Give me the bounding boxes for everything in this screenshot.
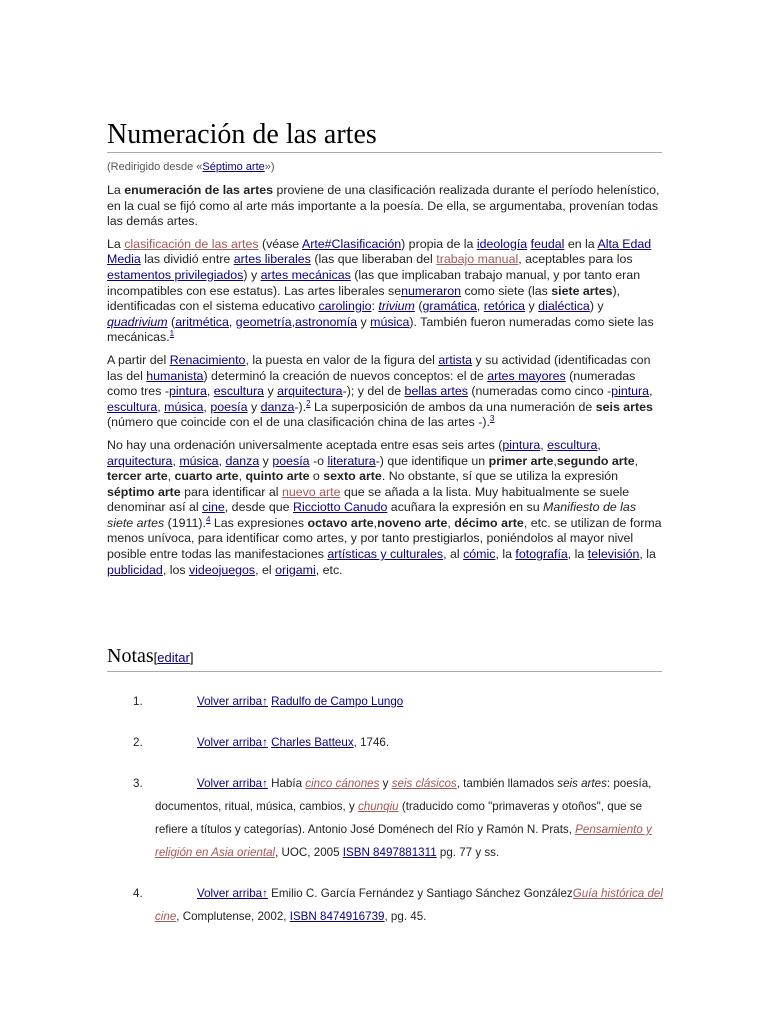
back-link[interactable]: Volver arriba↑ xyxy=(197,695,268,708)
link-humanista[interactable]: humanista xyxy=(146,368,204,383)
link-alta-edad-media[interactable]: Alta Edad Media xyxy=(107,236,652,267)
edit-section: [editar] xyxy=(153,650,194,665)
bold-term: tercer arte xyxy=(107,469,168,484)
bold-term: siete artes xyxy=(551,283,613,298)
link-pintura[interactable]: pintura xyxy=(611,384,650,399)
note-item xyxy=(107,690,667,713)
notas-heading xyxy=(107,645,662,672)
link-artes-mecanicas[interactable]: artes mecánicas xyxy=(260,267,351,282)
link-artes-liberales[interactable]: artes liberales xyxy=(233,252,311,267)
link-cinco-canones[interactable]: cinco cánones xyxy=(305,777,380,790)
link-origami[interactable]: origami xyxy=(275,562,316,577)
link-seis-clasicos[interactable]: seis clásicos xyxy=(391,777,457,790)
link-artes-mayores[interactable]: artes mayores xyxy=(487,368,566,383)
link-danza[interactable]: danza xyxy=(225,453,260,468)
link-pensamiento-religion[interactable]: Pensamiento y religión en Asia oriental xyxy=(155,823,652,859)
link-aritmetica[interactable]: aritmética xyxy=(175,314,229,329)
back-link[interactable]: Volver arriba↑ xyxy=(197,777,268,790)
link-arquitectura[interactable]: arquitectura xyxy=(107,453,173,468)
link-charles-batteux[interactable]: Charles Batteux xyxy=(271,736,354,749)
bold-term: segundo arte xyxy=(556,453,635,468)
bold-term: sexto arte xyxy=(323,469,382,484)
bold-term: noveno arte xyxy=(377,515,448,530)
link-renacimiento[interactable]: Renacimiento xyxy=(169,352,246,367)
link-escultura[interactable]: escultura xyxy=(107,399,158,414)
link-cine[interactable]: cine xyxy=(202,500,225,515)
edit-link[interactable]: editar xyxy=(157,650,190,665)
bold-term: enumeración de las artes xyxy=(124,183,273,197)
bold-term: cuarto arte xyxy=(174,469,239,484)
link-pintura[interactable]: pintura xyxy=(502,437,541,452)
link-poesia[interactable]: poesía xyxy=(210,399,248,414)
link-videojuegos[interactable]: videojuegos xyxy=(188,562,256,577)
link-escultura[interactable]: escultura xyxy=(547,437,598,452)
link-estamentos-privilegiados[interactable]: estamentos privilegiados xyxy=(107,267,244,282)
link-astronomia[interactable]: astronomía xyxy=(295,314,358,329)
link-arte-clasificacion[interactable]: Arte#Clasificación xyxy=(301,236,402,251)
notes-list xyxy=(107,690,667,946)
redirect-note xyxy=(107,161,275,173)
link-pintura[interactable]: pintura xyxy=(168,384,207,399)
page-title: Numeración de las artes xyxy=(107,118,662,153)
link-carolingio[interactable]: carolingio xyxy=(318,299,372,314)
bold-term: quinto arte xyxy=(245,469,310,484)
link-musica[interactable]: música xyxy=(370,314,410,329)
bold-term: séptimo arte xyxy=(107,484,181,499)
redirect-suffix: ») xyxy=(264,161,275,173)
link-television[interactable]: televisión xyxy=(587,547,640,562)
footnote-ref-3[interactable]: 3 xyxy=(489,414,495,424)
link-dialectica[interactable]: dialéctica xyxy=(538,299,590,314)
link-clasificacion-artes[interactable]: clasificación de las artes xyxy=(124,236,259,251)
bold-term: primer arte xyxy=(488,453,554,468)
article-body xyxy=(107,183,662,585)
note-number: 2. xyxy=(133,736,143,749)
link-radulfo[interactable]: Radulfo de Campo Lungo xyxy=(271,695,404,708)
note-item xyxy=(107,882,667,928)
redirect-link[interactable]: Séptimo arte xyxy=(202,161,265,173)
link-escultura[interactable]: escultura xyxy=(213,384,265,399)
note-number: 1. xyxy=(133,695,143,708)
link-ricciotto-canudo[interactable]: Ricciotto Canudo xyxy=(293,500,388,515)
link-chunqiu[interactable]: chunqiu xyxy=(357,800,399,813)
note-text xyxy=(107,690,667,713)
back-link[interactable]: Volver arriba↑ xyxy=(197,736,268,749)
link-numeraron[interactable]: numeraron xyxy=(401,283,462,298)
link-musica[interactable]: música xyxy=(164,399,204,414)
back-link[interactable]: Volver arriba↑ xyxy=(197,887,268,900)
link-artisticas-culturales[interactable]: artísticas y culturales xyxy=(327,547,444,562)
note-item xyxy=(107,731,667,754)
bold-term: décimo arte xyxy=(454,515,524,530)
link-fotografia[interactable]: fotografía xyxy=(515,547,568,562)
link-artista[interactable]: artista xyxy=(438,352,473,367)
paragraph-2: La clasificación de las artes (véase Arte#Clasificación) propia de la ideología feudal en la Alta Edad Media las dividió entre artes liberales (las que liberaban del trabajo manual, aceptables para los estamentos privilegiados) y artes mecánicas (las que implicaban trabajo manual, y por tanto eran incompatibles con ese estatus). Las artes liberales senumeraron como siete (las siete artes), identificadas con el sistema educativo carolingio: trivium (gramática, retórica y dialéctica) y quadrivium (aritmética, geometría,astronomía y música). También fueron numeradas como siete las mecánicas.$^1$ xyxy=(107,236,654,345)
link-publicidad[interactable]: publicidad xyxy=(107,562,163,577)
bold-term: seis artes xyxy=(595,399,653,414)
paragraph-3: A partir del Renacimiento, la puesta en valor de la figura del artista y su actividad (identificadas con las del humanista) determinó la creación de nuevos conceptos: el de artes mayores (numeradas como tres -pintura, escultura y arquitectura-); y del de bellas artes (numeradas como cinco -pintura, escultura, música, poesía y danza-).$^2$ La superposición de ambos da una numeración de seis artes (número que coincide con el de una clasificación china de las artes -).$^3$ xyxy=(107,352,653,430)
footnote-ref-2[interactable]: 2 xyxy=(306,398,311,408)
redirect-prefix: (Redirigido desde « xyxy=(107,161,203,173)
link-poesia[interactable]: poesía xyxy=(272,453,310,468)
link-trabajo-manual[interactable]: trabajo manual xyxy=(436,252,519,267)
link-literatura[interactable]: literatura xyxy=(327,453,376,468)
link-nuevo-arte[interactable]: nuevo arte xyxy=(281,484,341,499)
link-feudal[interactable]: feudal xyxy=(530,236,565,251)
italic-title: Manifiesto de las siete artes xyxy=(107,500,637,530)
link-isbn[interactable]: ISBN 8474916739 xyxy=(289,910,385,923)
link-gramatica[interactable]: gramática xyxy=(422,299,477,314)
link-isbn[interactable]: ISBN 8497881311 xyxy=(342,846,437,859)
footnote-ref-1[interactable]: 1 xyxy=(169,329,175,339)
link-retorica[interactable]: retórica xyxy=(483,299,526,314)
note-number: 3. xyxy=(133,777,143,790)
link-arquitectura[interactable]: arquitectura xyxy=(277,384,343,399)
note-text: Volver arriba↑ Emilio C. García Fernández y Santiago Sánchez GonzálezGuía histórica del cine, Complutense, 2002, ISBN 8474916739, pg. 45. xyxy=(155,887,663,923)
section-title: Notas xyxy=(107,645,154,667)
link-ideologia[interactable]: ideología xyxy=(476,236,528,251)
link-musica[interactable]: música xyxy=(179,453,219,468)
link-geometria[interactable]: geometría xyxy=(235,314,292,329)
note-text: Volver arriba↑ Charles Batteux, 1746. xyxy=(197,736,390,749)
footnote-ref-4[interactable]: 4 xyxy=(205,514,211,524)
link-quadrivium[interactable]: quadrivium xyxy=(107,314,168,329)
link-guia-historica-cine[interactable]: Guía histórica del cine xyxy=(155,887,663,923)
link-comic[interactable]: cómic xyxy=(463,547,496,562)
paragraph-4: No hay una ordenación universalmente aceptada entre esas seis artes (pintura, escultura, arquitectura, música, danza y poesía -o literatura-) que identifique un primer arte,segundo arte, tercer arte, cuarto arte, quinto arte o sexto arte. No obstante, sí que se utiliza la expresión séptimo arte para identificar al nuevo arte que se añada a la lista. Muy habitualmente se suele denominar así al cine, desde que Ricciotto Canudo acuñara la expresión en su Manifiesto de las siete artes (1911).$^4$ Las expresiones octavo arte,noveno arte, décimo arte, etc. se utilizan de forma menos unívoca, para identificar como artes, y por tanto prestigiarlos, poniéndolos al mayor nivel posible entre todas las manifestaciones artísticas y culturales, al cómic, la fotografía, la televisión, la publicidad, los videojuegos, el origami, etc. xyxy=(107,437,662,577)
paragraph-1: La enumeración de las artes proviene de una clasificación realizada durante el período helenístico, en la cual se fijó como al arte más importante a la poesía. De ella, se argumentaba, provenían todas las demás artes. xyxy=(107,183,660,229)
note-item xyxy=(107,772,667,864)
note-number: 4. xyxy=(133,887,143,900)
link-bellas-artes[interactable]: bellas artes xyxy=(404,384,468,399)
link-trivium[interactable]: trivium xyxy=(378,299,415,314)
note-text: Volver arriba↑ Había cinco cánones y seis clásicos, también llamados seis artes: poesía, documentos, ritual, música, cambios, y chunqiu (traducido como "primaveras y otoños", que se refiere a títulos y categorías). Antonio José Doménech del Río y Ramón N. Prats, Pensamiento y religión en Asia oriental, UOC, 2005 ISBN 8497881311 pg. 77 y ss. xyxy=(155,777,652,859)
link-danza[interactable]: danza xyxy=(260,399,295,414)
bold-term: octavo arte xyxy=(307,515,374,530)
